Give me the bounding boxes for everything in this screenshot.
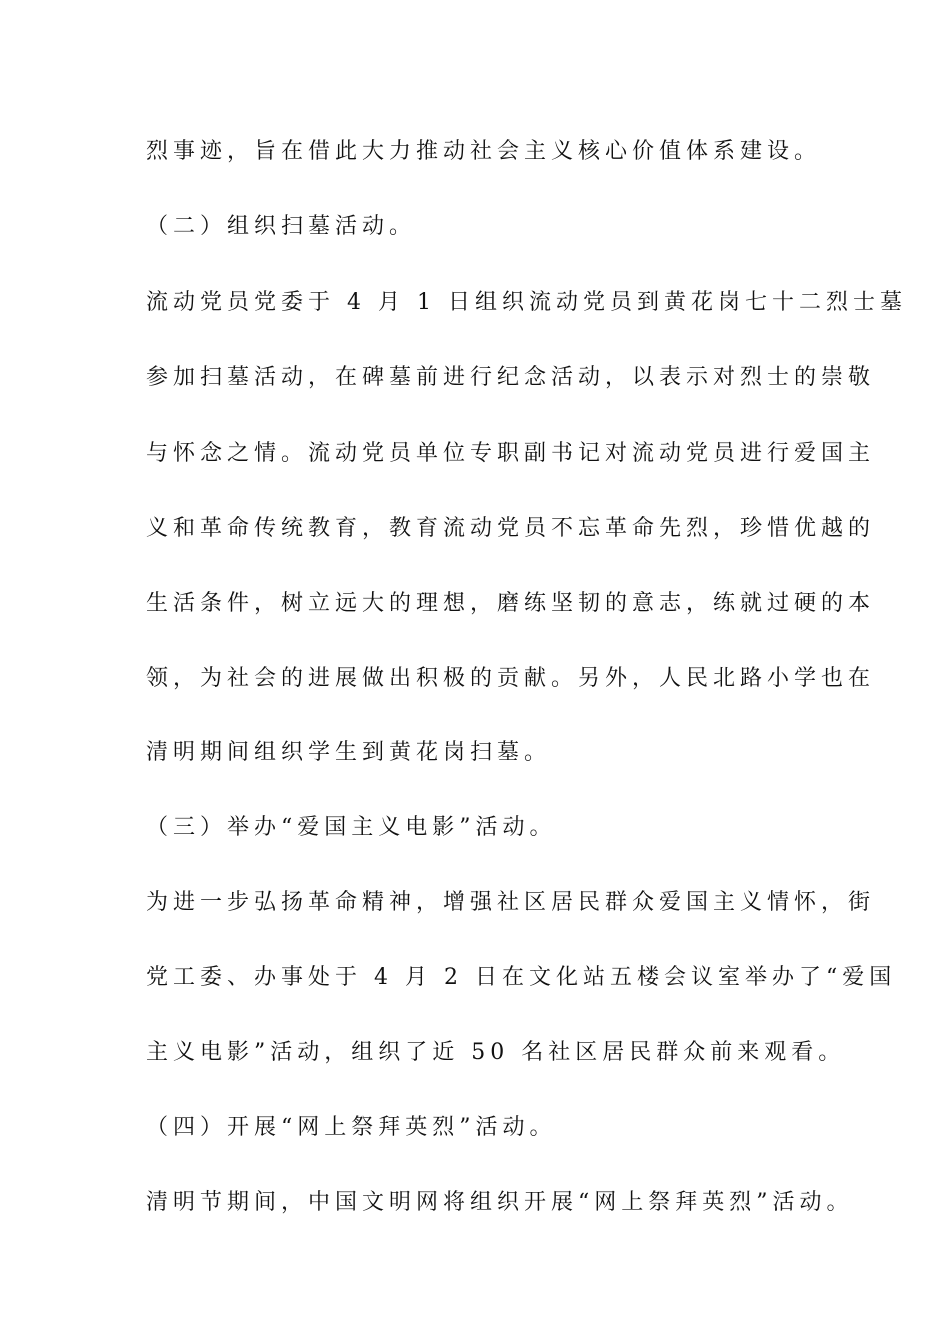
paragraph-line: 主义电影”活动，组织了近 50 名社区居民群众前来观看。: [146, 1040, 846, 1065]
paragraph-line: 与怀念之情。流动党员单位专职副书记对流动党员进行爱国主: [146, 441, 876, 466]
paragraph-line: 参加扫墓活动，在碑墓前进行纪念活动，以表示对烈士的崇敬: [146, 365, 876, 390]
section-heading: （二）组织扫墓活动。: [146, 214, 417, 239]
paragraph-line: 领，为社会的进展做出积极的贡献。另外，人民北路小学也在: [146, 666, 876, 691]
section-heading: （四）开展“网上祭拜英烈”活动。: [146, 1115, 557, 1140]
paragraph-line: 义和革命传统教育，教育流动党员不忘革命先烈，珍惜优越的: [146, 516, 876, 541]
section-heading: （三）举办“爱国主义电影”活动。: [146, 815, 557, 840]
paragraph-line: 生活条件，树立远大的理想，磨练坚韧的意志，练就过硬的本: [146, 591, 876, 616]
paragraph-line: 流动党员党委于 4 月 1 日组织流动党员到黄花岗七十二烈士墓: [146, 290, 907, 315]
paragraph-line: 为进一步弘扬革命精神，增强社区居民群众爱国主义情怀，街: [146, 890, 876, 915]
paragraph-line: 清明节期间，中国文明网将组织开展“网上祭拜英烈”活动。: [146, 1190, 854, 1215]
paragraph-line: 党工委、办事处于 4 月 2 日在文化站五楼会议室举办了“爱国: [146, 965, 897, 990]
paragraph-line: 烈事迹，旨在借此大力推动社会主义核心价值体系建设。: [146, 139, 822, 164]
paragraph-line: 清明期间组织学生到黄花岗扫墓。: [146, 740, 552, 765]
